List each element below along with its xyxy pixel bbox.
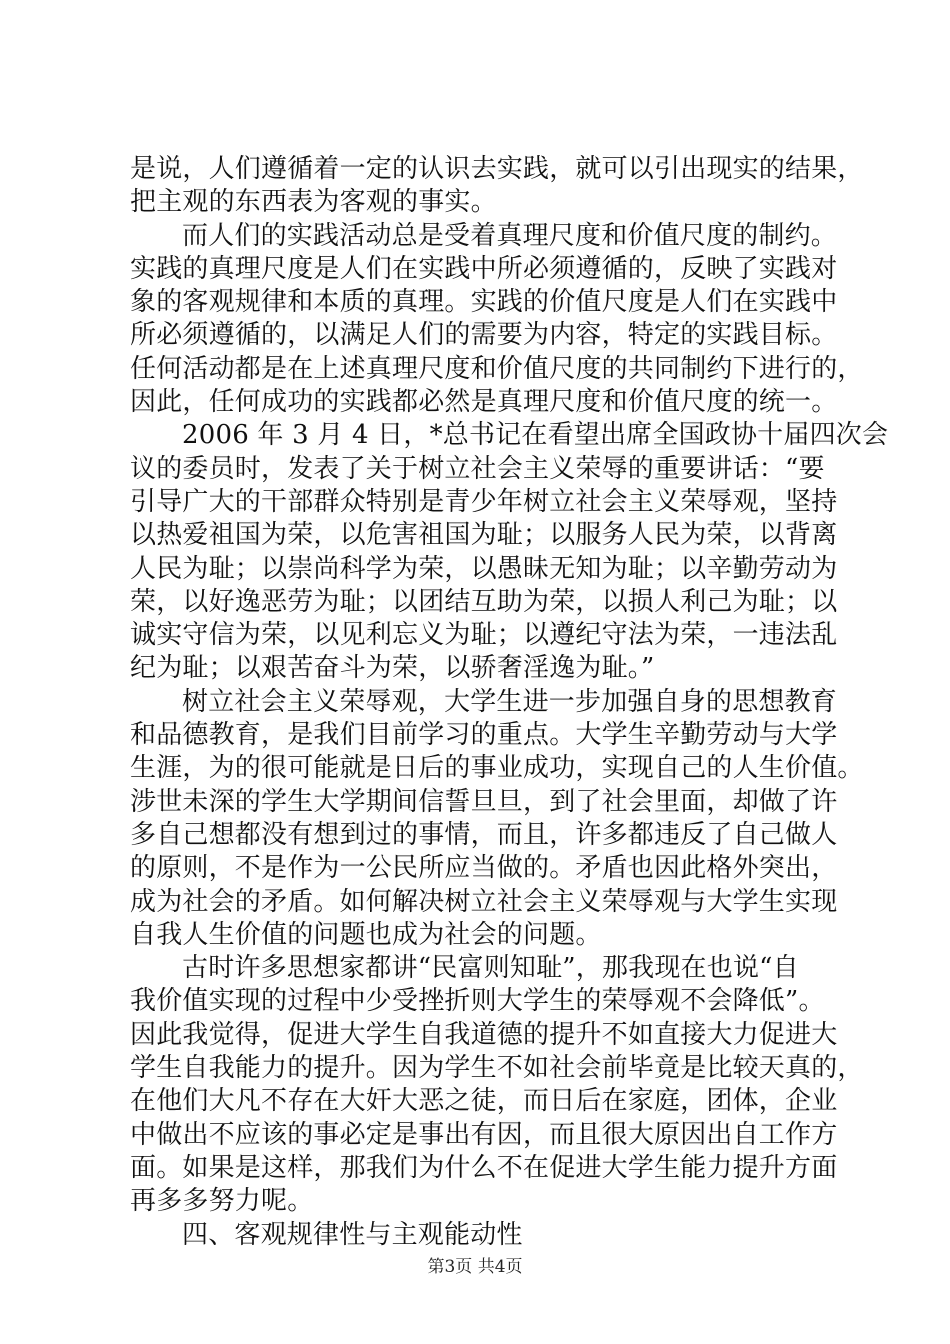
text-line: 把主观的东西表为客观的事实。 (130, 187, 497, 218)
text-line: 多自己想都没有想到过的事情，而且，许多都违反了自己做人 (130, 819, 838, 850)
text-line: 纪为耻；以艰苦奋斗为荣，以骄奢淫逸为耻。” (130, 653, 655, 684)
text-line: 诚实守信为荣，以见利忘义为耻；以遵纪守法为荣，一违法乱 (130, 620, 838, 651)
text-line: 成为社会的矛盾。如何解决树立社会主义荣辱观与大学生实现 (130, 886, 838, 917)
text-line: 自我人生价值的问题也成为社会的问题。 (130, 919, 602, 950)
text-line: 因此我觉得，促进大学生自我道德的提升不如直接大力促进大 (130, 1019, 838, 1050)
paragraph-start: 而人们的实践活动总是受着真理尺度和价值尺度的制约。 (182, 220, 838, 251)
text-line: 荣，以好逸恶劳为耻；以团结互助为荣，以损人利己为耻；以 (130, 586, 838, 617)
text-line: 任何活动都是在上述真理尺度和价值尺度的共同制约下进行的， (130, 353, 864, 384)
text-line: 议的委员时，发表了关于树立社会主义荣辱的重要讲话：“要 (130, 453, 825, 484)
text-line: 人民为耻；以崇尚科学为荣，以愚昧无知为耻；以辛勤劳动为 (130, 553, 838, 584)
text-line: 再多多努力呢。 (130, 1186, 314, 1217)
text-line: 在他们大凡不存在大奸大恶之徒，而日后在家庭，团体，企业 (130, 1086, 838, 1117)
text-line: 我价值实现的过程中少受挫折则大学生的荣辱观不会降低”。 (130, 986, 825, 1017)
text-line: 是说，人们遵循着一定的认识去实践，就可以引出现实的结果， (130, 154, 864, 184)
paragraph-start: 2006 年 3 月 4 日，*总书记在看望出席全国政协十届四次会 (182, 420, 889, 451)
text-line: 象的客观规律和本质的真理。实践的价值尺度是人们在实践中 (130, 287, 838, 318)
text-line: 以热爱祖国为荣，以危害祖国为耻；以服务人民为荣，以背离 (130, 520, 838, 551)
paragraph-start: 树立社会主义荣辱观，大学生进一步加强自身的思想教育 (182, 686, 838, 717)
text-line: 引导广大的干部群众特别是青少年树立社会主义荣辱观，坚持 (130, 486, 838, 517)
text-line: 的原则，不是作为一公民所应当做的。矛盾也因此格外突出， (130, 853, 838, 884)
section-heading: 四、客观规律性与主观能动性 (182, 1219, 523, 1250)
page-number-footer: 第3页 共4页 (427, 1257, 523, 1277)
text-line: 涉世未深的学生大学期间信誓旦旦，到了社会里面，却做了许 (130, 786, 838, 817)
text-line: 生涯，为的很可能就是日后的事业成功，实现自己的人生价值。 (130, 753, 864, 784)
text-line: 因此，任何成功的实践都必然是真理尺度和价值尺度的统一。 (130, 387, 838, 418)
text-line: 和品德教育，是我们目前学习的重点。大学生辛勤劳动与大学 (130, 720, 838, 751)
text-line: 学生自我能力的提升。因为学生不如社会前毕竟是比较天真的， (130, 1053, 864, 1084)
document-body (130, 153, 889, 1252)
paragraph-start: 古时许多思想家都讲“民富则知耻”，那我现在也说“自 (182, 953, 799, 984)
text-line: 面。如果是这样，那我们为什么不在促进大学生能力提升方面 (130, 1152, 838, 1183)
text-line: 实践的真理尺度是人们在实践中所必须遵循的，反映了实践对 (130, 253, 838, 284)
text-line: 中做出不应该的事必定是事出有因，而且很大原因出自工作方 (130, 1119, 838, 1150)
text-line: 所必须遵循的，以满足人们的需要为内容，特定的实践目标。 (130, 320, 838, 351)
